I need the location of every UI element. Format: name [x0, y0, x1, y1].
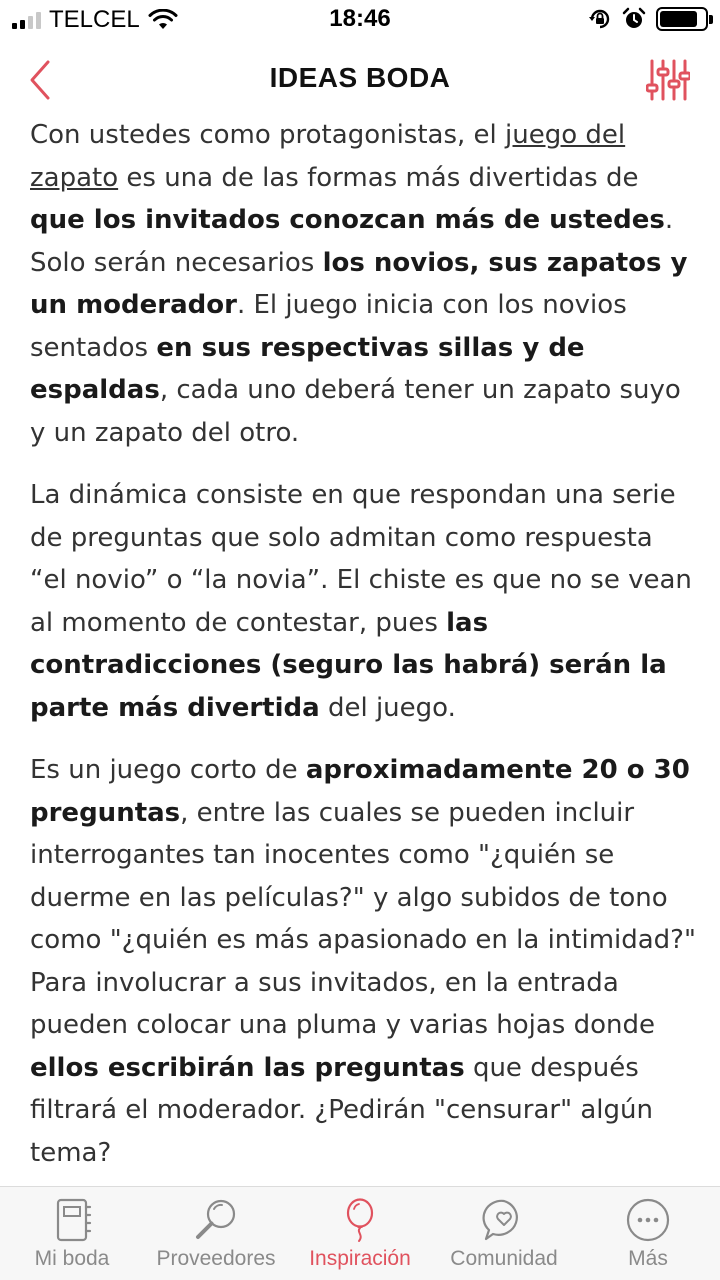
wifi-icon [148, 9, 178, 31]
status-left [12, 6, 178, 34]
magnifier-icon [193, 1197, 239, 1243]
bold-text: ellos escribirán las preguntas [30, 1052, 465, 1083]
back-button[interactable] [22, 58, 62, 102]
text-run: del juego. [319, 692, 456, 723]
page-title: IDEAS BODA [269, 62, 451, 93]
tab-label: Inspiración [309, 1247, 411, 1270]
chevron-left-icon [22, 58, 62, 102]
status-right [588, 7, 708, 31]
chat-heart-icon [481, 1197, 527, 1243]
article-body [30, 114, 696, 1180]
text-run: Con ustedes como protagonistas, el [30, 120, 506, 150]
bold-text: los novios, sus zapatos y un moderador [30, 247, 688, 320]
tab-comunidad[interactable] [432, 1187, 576, 1280]
tab-label: Comunidad [450, 1247, 558, 1270]
tab-label: Más [628, 1247, 668, 1270]
filter-button[interactable] [646, 58, 690, 102]
more-dots-icon [625, 1197, 671, 1243]
tab-proveedores[interactable] [144, 1187, 288, 1280]
navigation-bar [0, 40, 720, 122]
inline-link[interactable]: juego del zapato [30, 120, 626, 193]
tab-bar [0, 1186, 720, 1280]
text-run: Es un juego corto de [30, 755, 306, 785]
tab-label: Proveedores [156, 1247, 276, 1270]
article-paragraph-2 [30, 474, 696, 729]
bold-text: las contradicciones (seguro las habrá) serán la parte más divertida [30, 607, 667, 723]
article-paragraph-3 [30, 749, 696, 1174]
balloon-icon [337, 1197, 383, 1243]
sliders-icon [646, 58, 690, 102]
bold-text: aproximadamente 20 o 30 preguntas [30, 755, 690, 828]
battery-icon [656, 7, 708, 31]
text-run: . El juego inicia con los novios sentados [30, 290, 627, 363]
text-run: La dinámica consiste en que respondan una serie de preguntas que solo admitan como respuesta “el novio” o “la novia”. El chiste es que no se vean al momento de contestar, pues [30, 480, 692, 638]
tab-mas[interactable] [576, 1187, 720, 1280]
signal-strength-icon [12, 11, 41, 29]
tab-label: Mi boda [34, 1247, 110, 1270]
status-time: 18:46 [329, 5, 391, 32]
tab-mi-boda[interactable] [0, 1187, 144, 1280]
alarm-icon [622, 7, 646, 31]
battery-level [660, 11, 697, 27]
text-run: que después filtrará el moderador. ¿Pedirán "censurar" algún tema? [30, 1052, 653, 1168]
bold-text: que los invitados conozcan más de ustedes [30, 205, 665, 235]
text-run: . Solo serán necesarios [30, 205, 674, 278]
notebook-icon [49, 1197, 95, 1243]
tab-inspiracion[interactable] [288, 1187, 432, 1280]
bold-text: en sus respectivas sillas y de espaldas [30, 332, 585, 405]
rotation-lock-icon [588, 7, 612, 31]
status-bar [0, 0, 720, 40]
text-run: , cada uno deberá tener un zapato suyo y un zapato del otro. [30, 375, 681, 448]
text-run: , entre las cuales se pueden incluir interrogantes tan inocentes como "¿quién se duerme en las películas?" y algo subidos de tono como "¿quién es más apasionado en la intimidad?" Para involucrar a sus invitados, en la entrada pueden colocar una pluma y varias hojas donde [30, 797, 696, 1040]
carrier-name: TELCEL [49, 6, 140, 33]
text-run: es una de las formas más divertidas de [118, 162, 639, 193]
article-paragraph-1 [30, 114, 696, 454]
